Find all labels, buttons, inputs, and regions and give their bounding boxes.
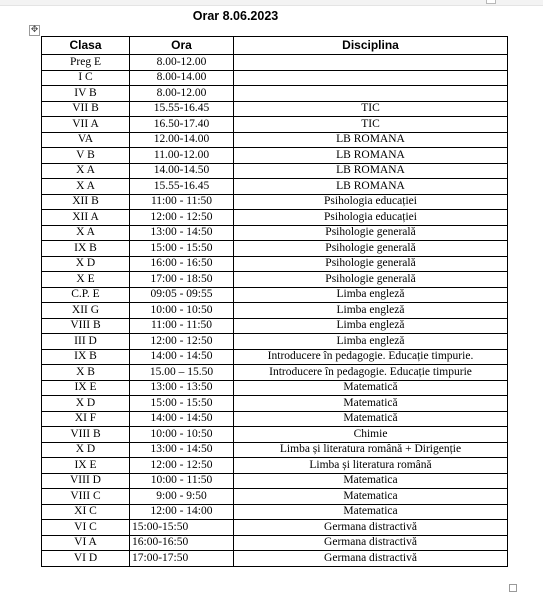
table-row [42, 86, 508, 102]
cell-disciplina: Introducere în pedagogie. Educație timpurie. [234, 349, 508, 365]
cell-disciplina: Matematică [234, 411, 508, 427]
table-body [42, 55, 508, 567]
cell-disciplina [234, 70, 508, 86]
cell-clasa: XI C [42, 504, 130, 520]
cell-ora: 8.00-12.00 [130, 86, 234, 102]
cell-ora: 16.50-17.40 [130, 117, 234, 133]
table-row [42, 303, 508, 319]
cell-ora: 15:00 - 15:50 [130, 396, 234, 412]
table-row [42, 334, 508, 350]
cell-clasa: X D [42, 256, 130, 272]
cell-clasa: VIII D [42, 473, 130, 489]
cell-disciplina: Germana distractivă [234, 551, 508, 567]
cell-clasa: III D [42, 334, 130, 350]
cell-disciplina: Matematica [234, 489, 508, 505]
cell-disciplina: Matematică [234, 380, 508, 396]
cell-clasa: IX B [42, 241, 130, 257]
table-row [42, 349, 508, 365]
table-row [42, 458, 508, 474]
header-ora: Ora [130, 37, 234, 55]
cell-clasa: C.P. E [42, 287, 130, 303]
cell-ora: 12:00 - 12:50 [130, 334, 234, 350]
cell-clasa: X A [42, 163, 130, 179]
cell-disciplina: Germana distractivă [234, 535, 508, 551]
cell-ora: 14:00 - 14:50 [130, 411, 234, 427]
cell-clasa: VIII C [42, 489, 130, 505]
cell-clasa: X D [42, 442, 130, 458]
cell-ora: 10:00 - 10:50 [130, 303, 234, 319]
table-row [42, 70, 508, 86]
cell-ora: 12:00 - 14:00 [130, 504, 234, 520]
cell-disciplina: LB ROMANA [234, 148, 508, 164]
cell-ora: 14.00-14.50 [130, 163, 234, 179]
cell-ora: 17:00 - 18:50 [130, 272, 234, 288]
cell-disciplina [234, 86, 508, 102]
cell-ora: 15:00-15:50 [130, 520, 234, 536]
cell-disciplina: TIC [234, 101, 508, 117]
cell-clasa: X D [42, 396, 130, 412]
cell-ora: 10:00 - 11:50 [130, 473, 234, 489]
table-row [42, 287, 508, 303]
cell-clasa: X B [42, 365, 130, 381]
table-row [42, 55, 508, 71]
cell-clasa: VI D [42, 551, 130, 567]
cell-disciplina: Limba engleză [234, 334, 508, 350]
page-title: Orar 8.06.2023 [192, 9, 279, 23]
cell-disciplina: Limba engleză [234, 287, 508, 303]
cell-clasa: VI C [42, 520, 130, 536]
cell-clasa: VIII B [42, 427, 130, 443]
cell-disciplina: LB ROMANA [234, 163, 508, 179]
table-row [42, 163, 508, 179]
cell-disciplina: Limba și literatura română + Dirigenție [234, 442, 508, 458]
cell-ora: 09:05 - 09:55 [130, 287, 234, 303]
cell-disciplina: Psihologie generală [234, 225, 508, 241]
header-clasa: Clasa [42, 37, 130, 55]
cell-disciplina: Matematică [234, 396, 508, 412]
cell-ora: 15:00 - 15:50 [130, 241, 234, 257]
cell-disciplina: Psihologie generală [234, 241, 508, 257]
cell-clasa: X A [42, 225, 130, 241]
cell-disciplina: Psihologie generală [234, 256, 508, 272]
cell-clasa: IX E [42, 380, 130, 396]
cell-ora: 11.00-12.00 [130, 148, 234, 164]
cell-ora: 13:00 - 14:50 [130, 442, 234, 458]
table-row [42, 473, 508, 489]
table-row [42, 256, 508, 272]
table-row [42, 396, 508, 412]
cell-ora: 14:00 - 14:50 [130, 349, 234, 365]
cell-disciplina: Introducere în pedagogie. Educație timpurie [234, 365, 508, 381]
table-row [42, 179, 508, 195]
cell-ora: 11:00 - 11:50 [130, 318, 234, 334]
cell-clasa: IX B [42, 349, 130, 365]
table-row [42, 194, 508, 210]
table-header-row [42, 37, 508, 55]
ruler-marker [486, 0, 496, 4]
cell-ora: 11:00 - 11:50 [130, 194, 234, 210]
cell-ora: 15.55-16.45 [130, 101, 234, 117]
cell-clasa: V B [42, 148, 130, 164]
cell-disciplina: Chimie [234, 427, 508, 443]
cell-clasa: XII B [42, 194, 130, 210]
table-row [42, 535, 508, 551]
cell-clasa: Preg E [42, 55, 130, 71]
table-row [42, 442, 508, 458]
cell-clasa: VA [42, 132, 130, 148]
table-row [42, 489, 508, 505]
table-row [42, 504, 508, 520]
cell-clasa: I C [42, 70, 130, 86]
cell-disciplina: Psihologia educației [234, 210, 508, 226]
cell-disciplina: LB ROMANA [234, 132, 508, 148]
table-row [42, 117, 508, 133]
cell-disciplina: Matematica [234, 473, 508, 489]
table-row [42, 272, 508, 288]
cell-clasa: IX E [42, 458, 130, 474]
cell-disciplina: Psihologie generală [234, 272, 508, 288]
table-row [42, 241, 508, 257]
ruler-strip [0, 0, 543, 6]
cell-disciplina: LB ROMANA [234, 179, 508, 195]
table-row [42, 380, 508, 396]
cell-clasa: IV B [42, 86, 130, 102]
cell-disciplina: Germana distractivă [234, 520, 508, 536]
cell-clasa: X E [42, 272, 130, 288]
cell-clasa: VII B [42, 101, 130, 117]
table-row [42, 551, 508, 567]
table-row [42, 225, 508, 241]
cell-disciplina: TIC [234, 117, 508, 133]
cell-ora: 8.00-14.00 [130, 70, 234, 86]
cell-disciplina: Limba și literatura română [234, 458, 508, 474]
table-row [42, 520, 508, 536]
cell-disciplina [234, 55, 508, 71]
table-row [42, 411, 508, 427]
cell-clasa: VII A [42, 117, 130, 133]
cell-ora: 12.00-14.00 [130, 132, 234, 148]
table-row [42, 318, 508, 334]
cell-ora: 16:00-16:50 [130, 535, 234, 551]
cell-ora: 13:00 - 14:50 [130, 225, 234, 241]
cell-clasa: XII A [42, 210, 130, 226]
header-disciplina: Disciplina [234, 37, 508, 55]
table-row [42, 427, 508, 443]
cell-ora: 12:00 - 12:50 [130, 210, 234, 226]
cell-ora: 17:00-17:50 [130, 551, 234, 567]
cell-clasa: VIII B [42, 318, 130, 334]
schedule-table [41, 36, 508, 567]
cell-ora: 10:00 - 10:50 [130, 427, 234, 443]
cell-ora: 15.00 – 15.50 [130, 365, 234, 381]
cell-ora: 9:00 - 9:50 [130, 489, 234, 505]
table-move-handle-icon[interactable]: ✥ [30, 25, 39, 35]
table-resize-handle[interactable] [509, 584, 517, 592]
cell-ora: 8.00-12.00 [130, 55, 234, 71]
cell-ora: 13:00 - 13:50 [130, 380, 234, 396]
cell-clasa: XI F [42, 411, 130, 427]
cell-disciplina: Psihologia educației [234, 194, 508, 210]
cell-clasa: X A [42, 179, 130, 195]
cell-ora: 15.55-16.45 [130, 179, 234, 195]
table-row [42, 101, 508, 117]
table-row [42, 148, 508, 164]
table-row [42, 210, 508, 226]
cell-clasa: VI A [42, 535, 130, 551]
table-row [42, 132, 508, 148]
cell-ora: 16:00 - 16:50 [130, 256, 234, 272]
table-row [42, 365, 508, 381]
cell-disciplina: Limba engleză [234, 318, 508, 334]
cell-clasa: XII G [42, 303, 130, 319]
cell-disciplina: Limba engleză [234, 303, 508, 319]
cell-disciplina: Matematica [234, 504, 508, 520]
cell-ora: 12:00 - 12:50 [130, 458, 234, 474]
